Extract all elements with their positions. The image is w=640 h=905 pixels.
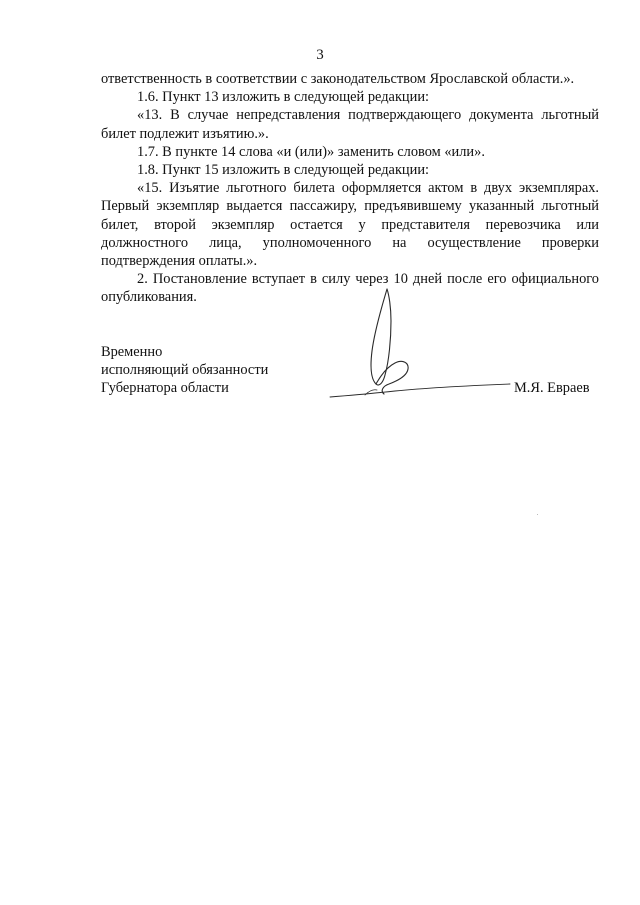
signatory-title-line-2: исполняющий обязанности <box>101 362 269 379</box>
paragraph-item-1-7: 1.7. В пункте 14 слова «и (или)» заменить словом «или». <box>137 143 485 160</box>
paragraph-item-2: 2. Постановление вступает в силу через 10 дней после его официального опубликования. <box>101 271 599 306</box>
page-number: 3 <box>316 47 324 63</box>
paragraph-item-1-8: 1.8. Пункт 15 изложить в следующей редакции: <box>137 162 430 179</box>
signatory-title-line-1: Временно <box>101 344 163 360</box>
scan-speck <box>537 514 538 515</box>
handwritten-signature <box>325 283 515 408</box>
signatory-title-line-3: Губернатора области <box>101 380 229 397</box>
document-body <box>101 70 599 307</box>
paragraph-quote-15: «15. Изъятие льготного билета оформляется актом в двух экземплярах. Первый экземпляр выдается пассажиру, предъявившему указанный льготный билет, второй экземпляр остается у представителя перевозчика или должностного лица, уполномоченного на осуществление проверки подтверждения оплаты.». <box>101 180 599 270</box>
paragraph-quote-13: «13. В случае непредставления подтверждающего документа льготный билет подлежит изъятию.». <box>101 107 599 142</box>
paragraph-item-1-6: 1.6. Пункт 13 изложить в следующей редакции: <box>137 89 430 106</box>
signer-name: М.Я. Евраев <box>514 380 590 396</box>
paragraph-continuation: ответственность в соответствии с законодательством Ярославской области.». <box>101 71 575 87</box>
